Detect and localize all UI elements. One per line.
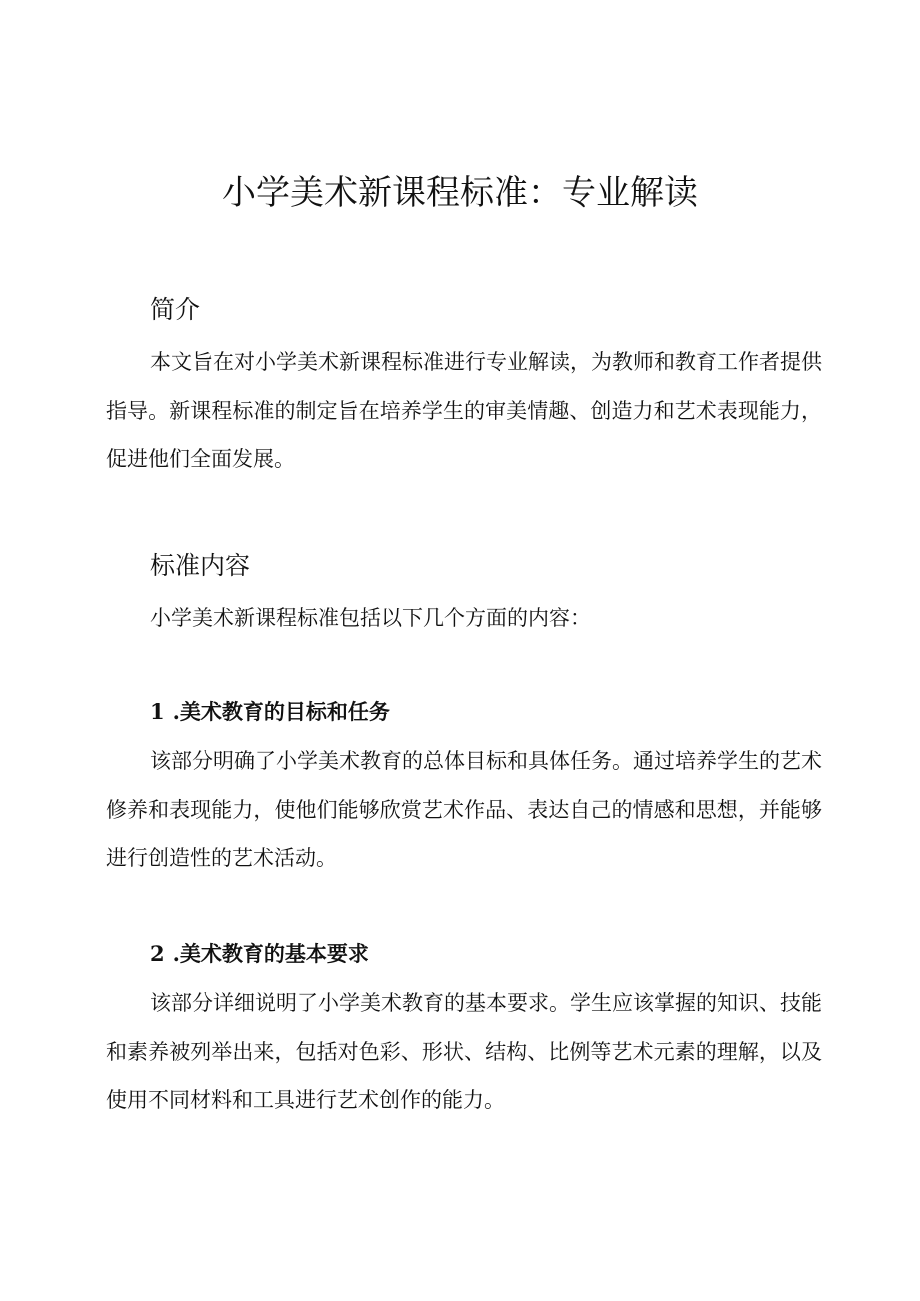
- subsection-paragraph-2: 该部分详细说明了小学美术教育的基本要求。学生应该掌握的知识、技能和素养被列举出来，包括对色彩、形状、结构、比例等艺术元素的理解，以及使用不同材料和工具进行艺术创作的能力。: [106, 991, 822, 1112]
- subsection-title-2: .美术教育的基本要求: [172, 941, 369, 966]
- subsection-heading-1: [150, 696, 390, 728]
- section-heading-content: 标准内容: [150, 551, 251, 580]
- subsection-title-1: .美术教育的目标和任务: [172, 699, 390, 724]
- section-heading-intro: 简介: [150, 295, 201, 324]
- subsection-number-1: 1: [150, 699, 165, 724]
- subsection-paragraph-1: 该部分明确了小学美术教育的总体目标和具体任务。通过培养学生的艺术修养和表现能力，使他们能够欣赏艺术作品、表达自己的情感和思想，并能够进行创造性的艺术活动。: [106, 749, 822, 870]
- subsection-number-2: 2: [150, 941, 165, 966]
- page-title: 小学美术新课程标准：专业解读: [222, 173, 698, 213]
- section-paragraph-intro: 本文旨在对小学美术新课程标准进行专业解读，为教师和教育工作者提供指导。新课程标准的制定旨在培养学生的审美情趣、创造力和艺术表现能力，促进他们全面发展。: [106, 350, 822, 471]
- section-paragraph-content: 小学美术新课程标准包括以下几个方面的内容：: [150, 606, 591, 630]
- subsection-heading-2: [150, 938, 369, 970]
